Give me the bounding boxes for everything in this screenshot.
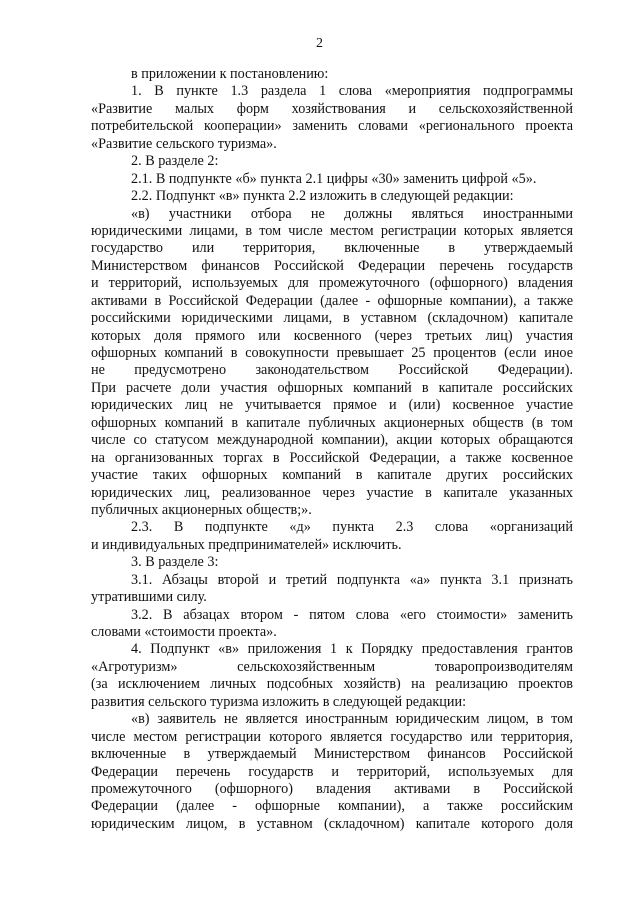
text-line: «Развитие сельского туризма». [91,135,277,152]
text-line: «в) участники отбора не должны являться иностранными [131,205,573,222]
text-line: (за исключением личных подсобных хозяйств) на реализацию проектов [91,676,573,693]
text-line: российскими юридическими лицами, в уставном (складочном) капитале [91,310,573,327]
text-line: числе со статусом международной компании), акции которых обращаются [91,432,573,449]
text-line: офшорных компаний в капитале публичных акционерных обществ (в том [91,414,573,431]
text-line: на организованных торгах в Российской Федерации, а также косвенное [91,449,573,466]
text-line: словами «стоимости проекта». [91,624,277,640]
text-line: 2.2. Подпункт «в» пункта 2.2 изложить в следующей редакции: [131,188,514,205]
text-line: «Развитие малых форм хозяйствования и сельскохозяйственной [91,100,573,117]
text-line: юридическими лицами, в том числе местом регистрации которых является [91,222,573,239]
text-line: в приложении к постановлению: [131,66,329,82]
text-line: Федерации (далее - офшорные компании), а также российским [91,798,573,815]
text-line: 2.3. В подпункте «д» пункта 2.3 слова «организаций [131,519,573,536]
text-line: «в) заявитель не является иностранным юридическим лицом, в том [131,711,573,728]
text-line: не предусмотрено законодательством Российской Федерации). [91,362,573,379]
text-line: публичных акционерных обществ;». [91,501,312,518]
text-line: утратившими силу. [91,589,207,606]
page-number: 2 [316,36,323,51]
text-line: 2. В разделе 2: [131,153,219,170]
text-line: юридическим лицом, в уставном (складочном) капитале которого доля [91,815,573,832]
text-line: «Агротуризм» сельскохозяйственным товаропроизводителям [91,658,573,675]
text-line: При расчете доли участия офшорных компаний в капитале российских [91,379,573,396]
text-line: промежуточного (офшорного) владения активами в Российской [91,780,573,797]
text-line: 4. Подпункт «в» приложения 1 к Порядку предоставления грантов [131,641,573,658]
text-line: и индивидуальных предпринимателей» исключить. [91,536,402,553]
text-line: активами в Российской Федерации (далее - офшорные компании), а также [91,292,573,309]
text-line: 3. В разделе 3: [131,554,219,571]
text-line: юридических лиц не учитывается прямое и (или) косвенное участие [91,397,573,414]
text-line: участие таких офшорных компаний в капитале других российских [91,467,573,484]
text-line: юридических лиц, реализованное через участие в капитале указанных [91,484,573,501]
text-line: Федерации перечень государств и территорий, используемых для [91,763,573,780]
text-line: которых доля прямого или косвенного (через третьих лиц) участия [91,327,573,344]
text-line: потребительской кооперации» заменить словами «регионального проекта [91,118,573,135]
text-line: развития сельского туризма изложить в следующей редакции: [91,693,467,710]
text-line: государство или территория, включенные в утверждаемый [91,240,573,257]
text-line: включенные в утверждаемый Министерством финансов Российской [91,746,573,763]
text-line: 3.1. Абзацы второй и третий подпункта «а» пункта 3.1 признать [131,571,573,588]
text-line: 2.1. В подпункте «б» пункта 2.1 цифры «30» заменить цифрой «5». [131,170,537,187]
text-line: и территорий, используемых для промежуточного (офшорного) владения [91,275,573,292]
text-line: 3.2. В абзацах втором - пятом слова «его стоимости» заменить [131,606,573,623]
document-body [91,66,573,833]
text-line: офшорных компаний в совокупности превышает 25 процентов (если иное [91,345,573,361]
text-line: 1. В пункте 1.3 раздела 1 слова «мероприятия подпрограммы [131,83,573,100]
text-line: числе местом регистрации которого является государство или территория, [91,728,573,745]
text-line: Министерством финансов Российской Федерации перечень государств [91,257,573,274]
